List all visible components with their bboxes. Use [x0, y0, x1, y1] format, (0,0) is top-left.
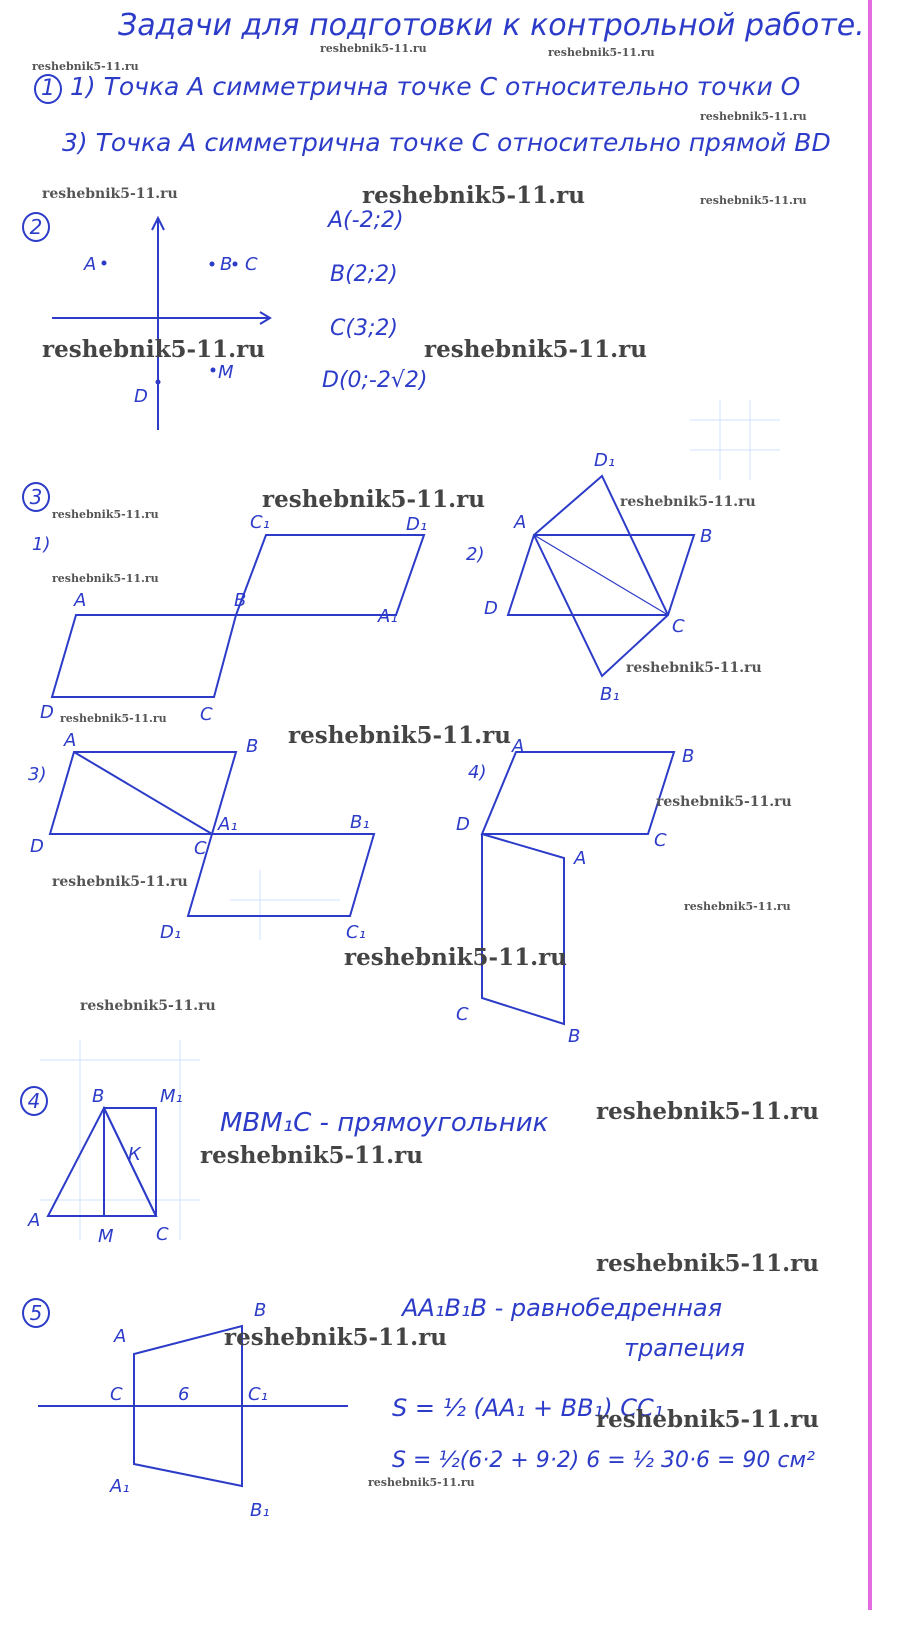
t3p4-c2: С	[456, 1004, 469, 1025]
task4-conclusion: МВМ₁С - прямоугольник	[220, 1108, 549, 1138]
watermark: reshebnik5-11.ru	[700, 110, 807, 123]
task1-line2: 3) Точка А симметрична точке С относительно прямой ВD	[62, 128, 831, 157]
t2-label-d: D	[134, 386, 148, 407]
t3p4-b: В	[682, 746, 695, 767]
watermark: reshebnik5-11.ru	[262, 486, 485, 513]
t2-label-b: В	[220, 254, 233, 275]
t3p2-d: D	[484, 598, 498, 619]
t3p1-a1: А₁	[378, 606, 398, 627]
watermark: reshebnik5-11.ru	[626, 660, 762, 676]
task1-line1: 1) Точка А симметрична точке С относительно точки О	[70, 72, 801, 101]
t3p1-tag: 1)	[32, 534, 51, 555]
task5-number: 5	[22, 1298, 50, 1328]
t3p4-d: D	[456, 814, 470, 835]
watermark: reshebnik5-11.ru	[656, 794, 792, 810]
t3p3-d1: D₁	[160, 922, 182, 943]
watermark: reshebnik5-11.ru	[224, 1324, 447, 1351]
watermark: reshebnik5-11.ru	[320, 42, 427, 55]
coord-d: D(0;-2√2)	[322, 368, 428, 393]
t3p2-a: А	[514, 512, 527, 533]
watermark: reshebnik5-11.ru	[700, 194, 807, 207]
t3p2-tag: 2)	[466, 544, 485, 565]
watermark: reshebnik5-11.ru	[596, 1098, 819, 1125]
watermark: reshebnik5-11.ru	[362, 182, 585, 209]
watermark: reshebnik5-11.ru	[344, 944, 567, 971]
task2-coordinate-plane	[52, 218, 270, 430]
t3p4-c: С	[654, 830, 667, 851]
t5-c1: С₁	[248, 1384, 268, 1405]
t3p3-d: D	[30, 836, 44, 857]
t3p1-c: С	[200, 704, 213, 725]
t3p3-a1: А₁	[218, 814, 238, 835]
watermark: reshebnik5-11.ru	[80, 998, 216, 1014]
watermark: reshebnik5-11.ru	[52, 874, 188, 890]
coord-c: С(3;2)	[330, 316, 398, 341]
t3p2-b1: В₁	[600, 684, 620, 705]
task4-number: 4	[20, 1086, 48, 1116]
coord-a: А(-2;2)	[328, 208, 404, 233]
t3p3-c: С	[194, 838, 207, 859]
t4-b: В	[92, 1086, 105, 1107]
watermark: reshebnik5-11.ru	[52, 508, 159, 521]
page-title: Задачи для подготовки к контрольной работе.	[118, 8, 865, 43]
t3p4-a: А	[512, 736, 525, 757]
t3p4-tag: 4)	[468, 762, 487, 783]
watermark: reshebnik5-11.ru	[596, 1406, 819, 1433]
watermark: reshebnik5-11.ru	[200, 1142, 423, 1169]
watermark: reshebnik5-11.ru	[60, 712, 167, 725]
task3-part3-figure	[50, 752, 374, 916]
watermark: reshebnik5-11.ru	[288, 722, 511, 749]
t2-label-c: С	[245, 254, 258, 275]
t4-m1: М₁	[160, 1086, 183, 1107]
t3p1-d: D	[40, 702, 54, 723]
t3p1-b: В	[234, 590, 247, 611]
t3p1-c1: С₁	[250, 512, 270, 533]
watermark: reshebnik5-11.ru	[368, 1476, 475, 1489]
task5-conclusion-line2: трапеция	[624, 1334, 745, 1362]
t4-m: М	[98, 1226, 114, 1247]
t3p3-tag: 3)	[28, 764, 47, 785]
task5-conclusion-line1: АА₁В₁В - равнобедренная	[402, 1294, 723, 1322]
t5-c: С	[110, 1384, 123, 1405]
t5-b1: В₁	[250, 1500, 270, 1521]
task3-part4-figure	[482, 752, 674, 1024]
t3p4-a2: А	[574, 848, 587, 869]
task1-number: 1	[34, 74, 62, 104]
t3p2-c: С	[672, 616, 685, 637]
t4-c: С	[156, 1224, 169, 1245]
t2-label-a: А	[84, 254, 97, 275]
t3p1-d1: D₁	[406, 514, 428, 535]
task5-formula2: S = ½(6·2 + 9·2) 6 = ½ 30·6 = 90 см²	[392, 1448, 815, 1473]
t2-label-m: М	[218, 362, 234, 383]
t4-k: К	[128, 1144, 141, 1165]
t4-a: А	[28, 1210, 41, 1231]
t3p4-b2: В	[568, 1026, 581, 1047]
task2-number: 2	[22, 212, 50, 242]
watermark: reshebnik5-11.ru	[42, 186, 178, 202]
coord-b: В(2;2)	[330, 262, 398, 287]
t3p1-a: А	[74, 590, 87, 611]
watermark: reshebnik5-11.ru	[42, 336, 265, 363]
t5-a1: А₁	[110, 1476, 130, 1497]
t3p2-d1: D₁	[594, 450, 616, 471]
t3p3-c1: С₁	[346, 922, 366, 943]
watermark: reshebnik5-11.ru	[32, 60, 139, 73]
watermark: reshebnik5-11.ru	[424, 336, 647, 363]
t5-six: 6	[178, 1384, 190, 1405]
t3p3-a: А	[64, 730, 77, 751]
watermark: reshebnik5-11.ru	[684, 900, 791, 913]
t5-b: В	[254, 1300, 267, 1321]
t5-a: А	[114, 1326, 127, 1347]
t3p2-b: В	[700, 526, 713, 547]
task5-formula1: S = ½ (АА₁ + ВВ₁) СС₁	[392, 1394, 664, 1422]
task3-part1-figure	[52, 535, 424, 697]
watermark: reshebnik5-11.ru	[620, 494, 756, 510]
task3-number: 3	[22, 482, 50, 512]
t3p3-b: В	[246, 736, 259, 757]
t3p3-b1: В₁	[350, 812, 370, 833]
watermark: reshebnik5-11.ru	[548, 46, 655, 59]
watermark: reshebnik5-11.ru	[52, 572, 159, 585]
watermark: reshebnik5-11.ru	[596, 1250, 819, 1277]
